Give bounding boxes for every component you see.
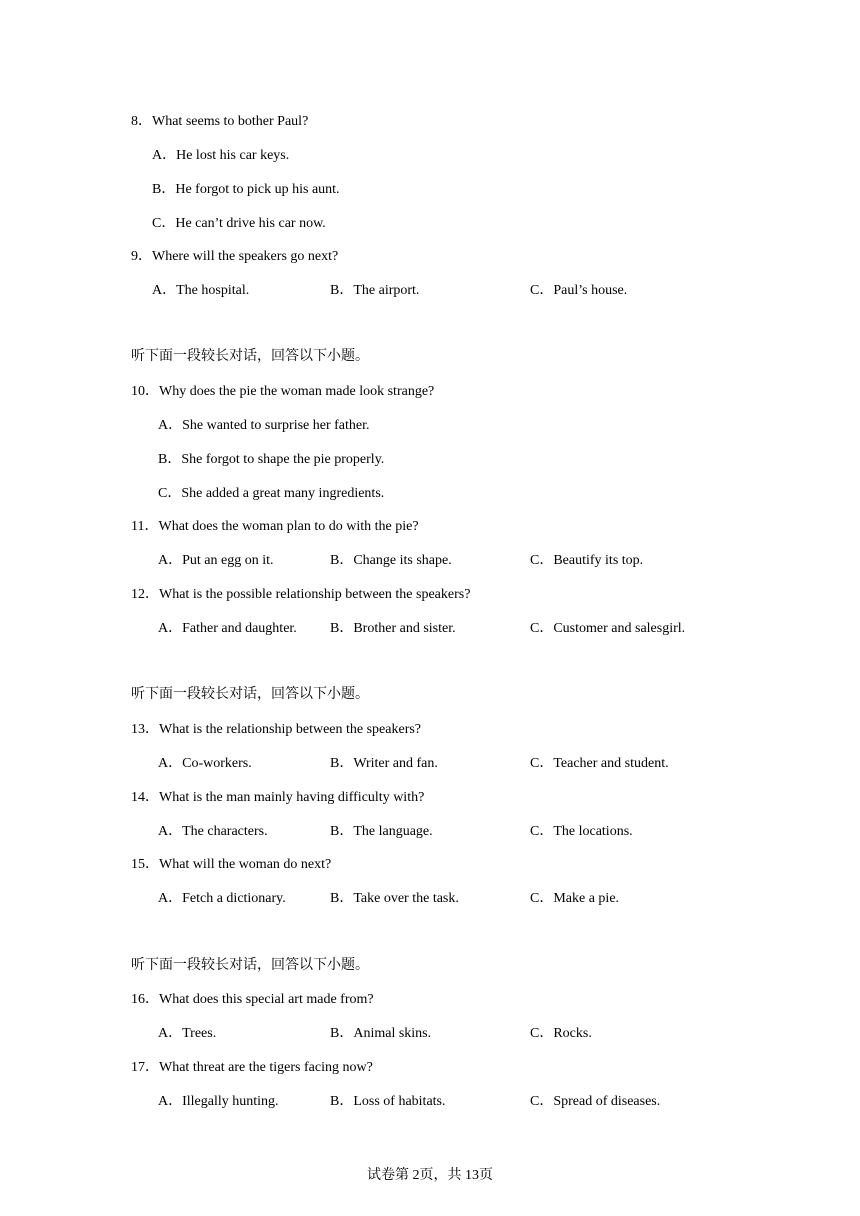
section-heading: 听下面一段较长对话，回答以下小题。	[131, 349, 369, 364]
question-8-option-c: C．He can’t drive his car now.	[152, 216, 326, 231]
question-9-option-a: A．The hospital.	[152, 283, 250, 298]
question-13-option-a: A．Co-workers.	[158, 756, 252, 771]
question-17-option-b: B．Loss of habitats.	[330, 1094, 446, 1109]
question-10-option-a: A．She wanted to surprise her father.	[158, 418, 370, 433]
question-10-option-c: C．She added a great many ingredients.	[158, 486, 385, 501]
question-15-option-c: C．Make a pie.	[530, 891, 620, 906]
question-12-stem: 12．What is the possible relationship between the speakers?	[131, 587, 471, 602]
question-17-stem: 17．What threat are the tigers facing now?	[131, 1060, 373, 1075]
question-8-option-b: B．He forgot to pick up his aunt.	[152, 182, 340, 197]
question-11-option-b: B．Change its shape.	[330, 553, 452, 568]
question-12-option-b: B．Brother and sister.	[330, 621, 456, 636]
page-footer: 试卷第 2页，共 13页	[367, 1168, 493, 1183]
question-17-option-a: A．Illegally hunting.	[158, 1094, 279, 1109]
question-12-option-a: A．Father and daughter.	[158, 621, 297, 636]
question-11-option-a: A．Put an egg on it.	[158, 553, 274, 568]
question-13-stem: 13．What is the relationship between the speakers?	[131, 722, 422, 737]
question-15-stem: 15．What will the woman do next?	[131, 857, 332, 872]
question-13-option-c: C．Teacher and student.	[530, 756, 669, 771]
question-8-option-a: A．He lost his car keys.	[152, 148, 290, 163]
question-14-option-c: C．The locations.	[530, 824, 633, 839]
question-14-option-b: B．The language.	[330, 824, 433, 839]
question-15-option-a: A．Fetch a dictionary.	[158, 891, 286, 906]
question-16-option-a: A．Trees.	[158, 1026, 217, 1041]
question-16-option-b: B．Animal skins.	[330, 1026, 432, 1041]
question-14-stem: 14．What is the man mainly having difficulty with?	[131, 790, 425, 805]
section-heading: 听下面一段较长对话，回答以下小题。	[131, 687, 369, 702]
question-17-option-c: C．Spread of diseases.	[530, 1094, 661, 1109]
question-10-stem: 10．Why does the pie the woman made look strange?	[131, 384, 435, 399]
question-14-option-a: A．The characters.	[158, 824, 268, 839]
question-9-stem: 9．Where will the speakers go next?	[131, 249, 339, 264]
section-heading: 听下面一段较长对话，回答以下小题。	[131, 958, 369, 973]
question-11-option-c: C．Beautify its top.	[530, 553, 644, 568]
question-16-option-c: C．Rocks.	[530, 1026, 592, 1041]
question-8-stem: 8．What seems to bother Paul?	[131, 114, 309, 129]
question-12-option-c: C．Customer and salesgirl.	[530, 621, 686, 636]
question-13-option-b: B．Writer and fan.	[330, 756, 438, 771]
question-11-stem: 11．What does the woman plan to do with the pie?	[131, 519, 419, 534]
question-9-option-b: B．The airport.	[330, 283, 420, 298]
question-15-option-b: B．Take over the task.	[330, 891, 459, 906]
question-16-stem: 16．What does this special art made from?	[131, 992, 374, 1007]
question-9-option-c: C．Paul’s house.	[530, 283, 628, 298]
question-10-option-b: B．She forgot to shape the pie properly.	[158, 452, 385, 467]
